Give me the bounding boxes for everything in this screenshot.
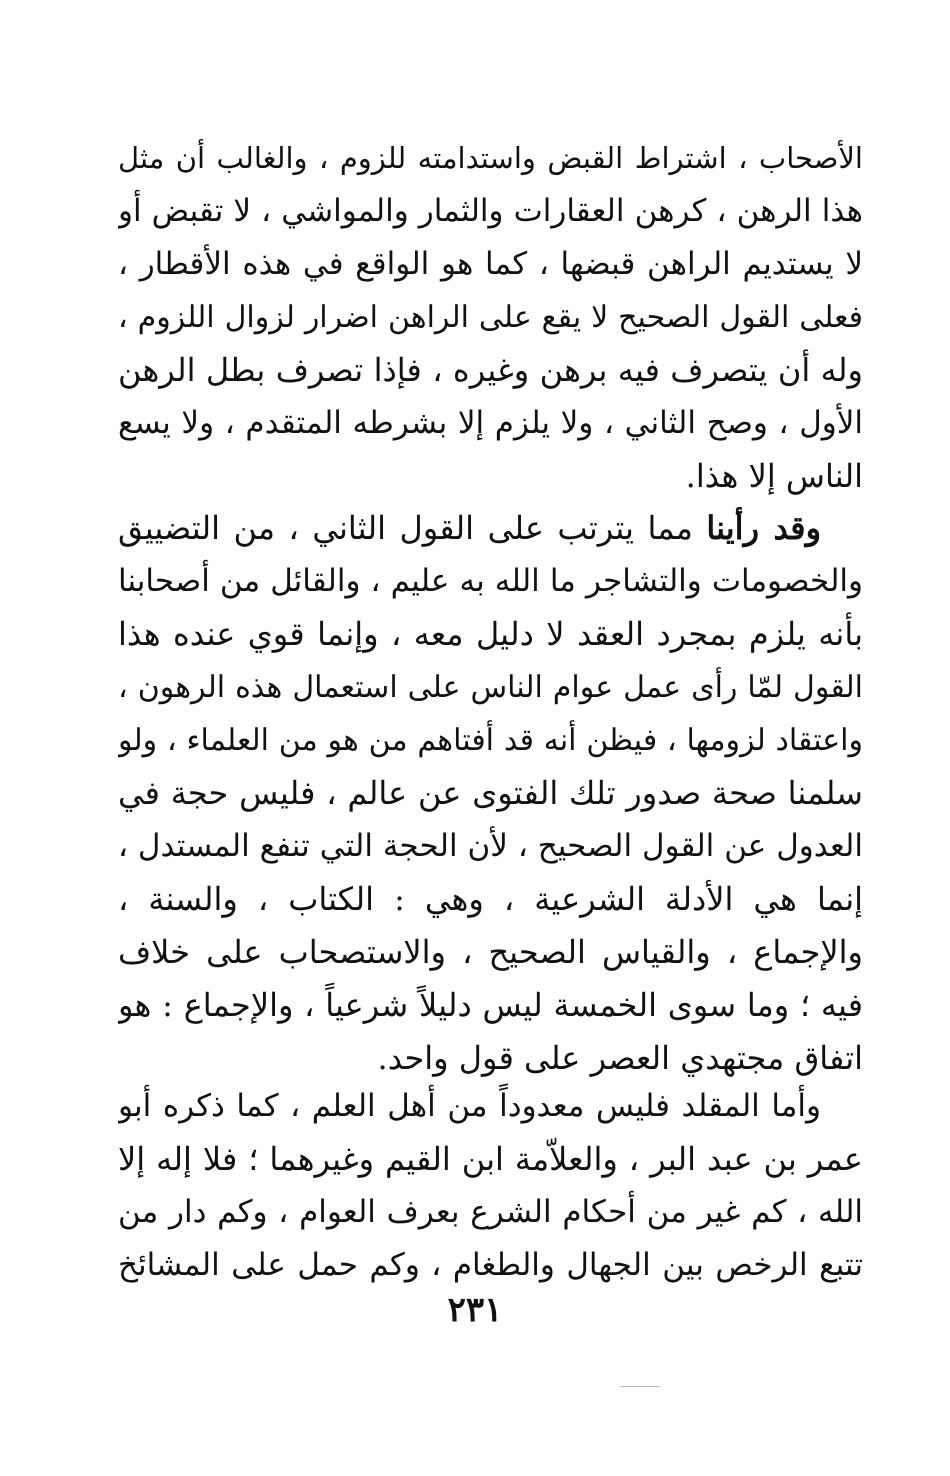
- page-number: ٢٣١: [447, 1290, 503, 1330]
- text-line: سلمنا صحة صدور تلك الفتوى عن عالم ، فليس حجة في: [118, 774, 863, 812]
- text-line-rest: مما يترتب على القول الثاني ، من التضييق: [118, 509, 693, 547]
- text-line: الله ، كم غير من أحكام الشرع بعرف العوام ، وكم دار من: [118, 1194, 863, 1230]
- text-line: وله أن يتصرف فيه برهن وغيره ، فإذا تصرف بطل الرهن: [118, 351, 863, 389]
- text-line: عمر بن عبد البر ، والعلاّمة ابن القيم وغيرهما ؛ فلا إله إلا: [118, 1140, 863, 1178]
- scan-artifact-line: [620, 1386, 660, 1387]
- paragraph-lead: وقد رأينا: [706, 509, 822, 547]
- paragraph-1: [118, 132, 863, 503]
- text-line: وأما المقلد فليس معدوداً من أهل العلم ، كما ذكره أبو: [118, 1088, 821, 1124]
- text-line: واعتقاد لزومها ، فيظن أنه قد أفتاهم من هو من العلماء ، ولو: [118, 723, 863, 758]
- text-line: الأول ، وصح الثاني ، ولا يلزم إلا بشرطه المتقدم ، ولا يسع: [118, 405, 863, 441]
- text-line: الناس إلا هذا.: [685, 457, 863, 495]
- text-line: القول لمّا رأى عمل عوام الناس على استعمال هذه الرهون ،: [118, 670, 863, 705]
- text-line: الأصحاب ، اشتراط القبض واستدامته للزوم ، والغالب أن مثل: [118, 141, 863, 175]
- text-line: اتفاق مجتهدي العصر على قول واحد.: [377, 1039, 863, 1077]
- text-line: بأنه يلزم بمجرد العقد لا دليل معه ، وإنما قوي عنده هذا: [118, 615, 863, 653]
- text-line: والإجماع ، والقياس الصحيح ، والاستصحاب على خلاف: [118, 933, 863, 971]
- paragraph-3: [118, 1080, 863, 1292]
- text-line: فيه ؛ وما سوى الخمسة ليس دليلاً شرعياً ، والإجماع : هو: [118, 986, 863, 1024]
- text-line: هذا الرهن ، كرهن العقارات والثمار والمواشي ، لا تقبض أو: [118, 193, 863, 229]
- text-line-first: [118, 502, 863, 555]
- text-line: تتبع الرخص بين الجهال والطغام ، وكم حمل على المشائخ: [118, 1247, 863, 1283]
- paragraph-2: [118, 502, 863, 1085]
- text-line: العدول عن القول الصحيح ، لأن الحجة التي تنفع المستدل ،: [118, 828, 863, 864]
- text-line: فعلى القول الصحيح لا يقع على الراهن اضرار لزوال اللزوم ،: [118, 300, 863, 335]
- text-line: إنما هي الأدلة الشرعية ، وهي : الكتاب ، والسنة ،: [118, 880, 863, 918]
- text-line: لا يستديم الراهن قبضها ، كما هو الواقع في هذه الأقطار ،: [118, 246, 863, 282]
- text-line: والخصومات والتشاجر ما الله به عليم ، والقائل من أصحابنا: [118, 563, 863, 599]
